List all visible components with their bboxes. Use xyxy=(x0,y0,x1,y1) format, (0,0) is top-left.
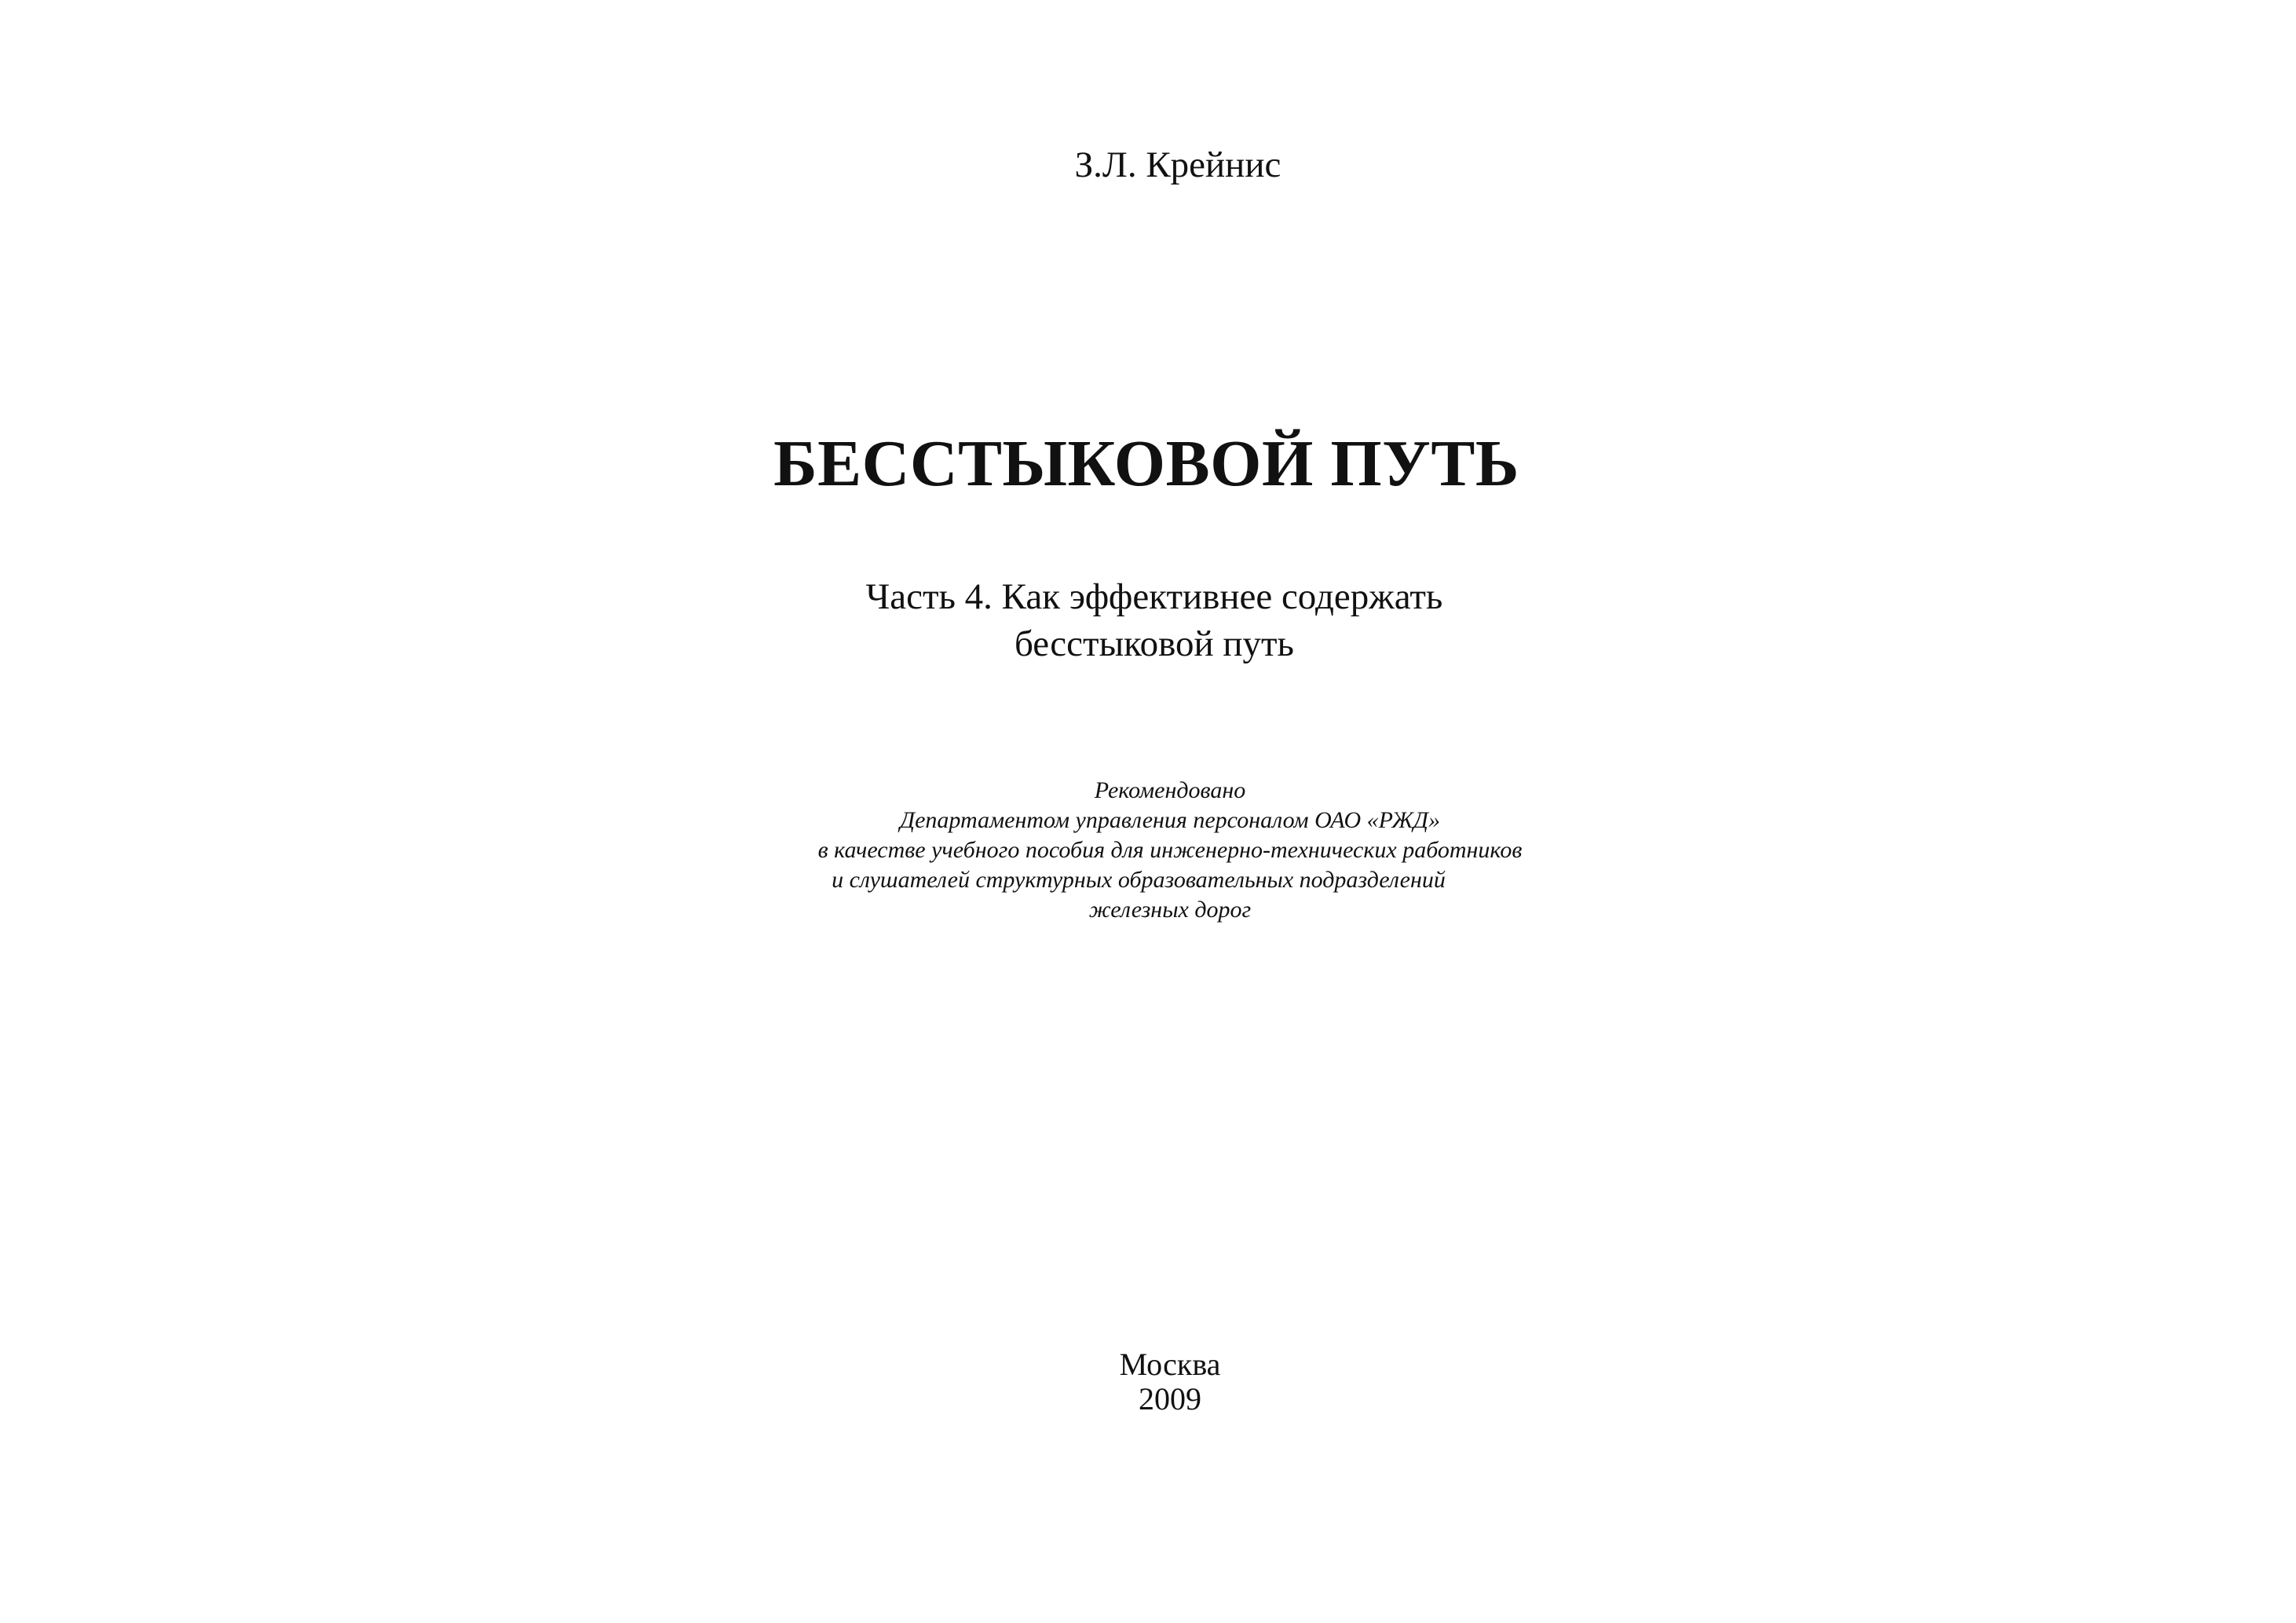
subtitle-line-1: Часть 4. Как эффективнее содержать xyxy=(865,576,1443,617)
recommendation-line: Рекомендовано xyxy=(1094,777,1246,803)
author-name: З.Л. Крейнис xyxy=(1074,144,1281,185)
recommendation-line: Департаментом управления персоналом ОАО «РЖД» xyxy=(900,807,1440,833)
imprint-city: Москва xyxy=(1119,1347,1221,1382)
subtitle-line-2: бесстыковой путь xyxy=(1014,623,1294,664)
recommendation-note xyxy=(707,776,1633,925)
book-title: БЕССТЫКОВОЙ ПУТЬ xyxy=(773,427,1519,500)
book-subtitle xyxy=(746,573,1563,667)
imprint xyxy=(934,1347,1406,1416)
recommendation-line: и слушателей структурных образовательных подразделений xyxy=(832,867,1446,893)
imprint-year: 2009 xyxy=(1139,1381,1201,1416)
recommendation-line: железных дорог xyxy=(1088,897,1252,923)
recommendation-line: в качестве учебного пособия для инженерно-технических работников xyxy=(817,837,1523,863)
